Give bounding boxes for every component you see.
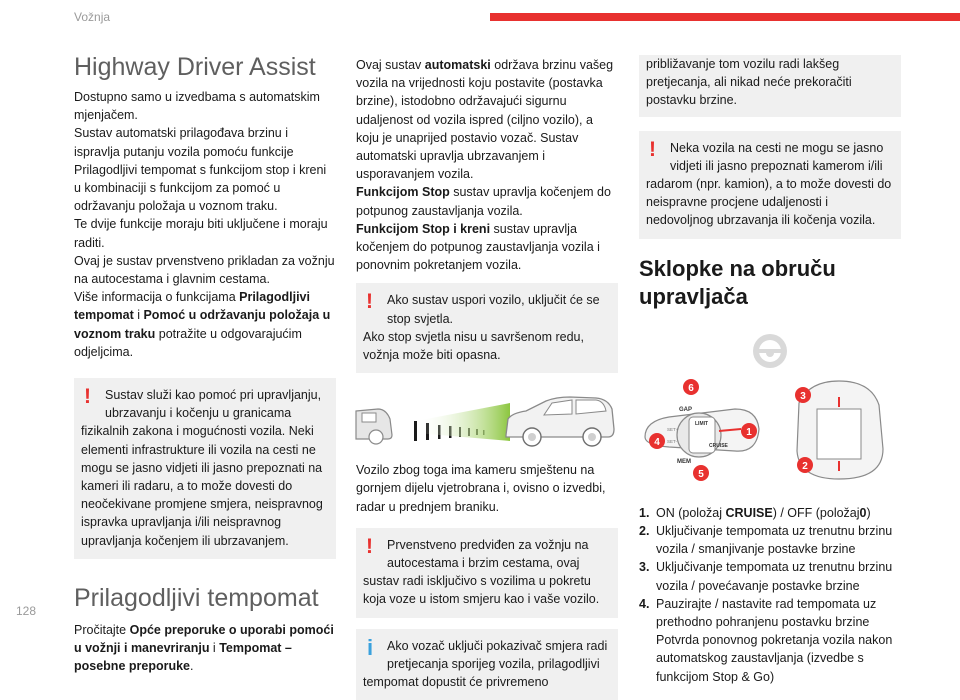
item-number: 4. xyxy=(639,596,650,611)
info-text-first: Ako vozač uključi pokazivač smjera radi pretjecanja sporijeg vozila, prilagodljivi xyxy=(387,638,608,671)
info-text-continued: približavanje tom vozilu radi lakšeg pretjecanja, ali nikad neće prekoračiti postavku brzine. xyxy=(646,57,852,108)
steering-stalk-diagram xyxy=(639,379,901,483)
item-text: Uključivanje tempomata uz trenutnu brzinu vozila / smanjivanje postavke brzine xyxy=(656,524,893,557)
hda-paragraph-5 xyxy=(74,288,336,361)
text-run: Pročitajte xyxy=(74,622,130,637)
warning-text-first: Ako sustav uspori vozilo, uključit će se stop svjetla. xyxy=(387,293,600,326)
warning-box xyxy=(356,283,618,373)
info-box xyxy=(356,629,618,700)
item-text: Uključivanje tempomata uz trenutnu brzinu vozila / povećavanje postavke brzine xyxy=(656,560,893,593)
hda-paragraph-4: Ovaj je sustav prvenstveno prikladan za vožnju na autocestama i glavnim cestama. xyxy=(74,253,335,287)
list-item xyxy=(639,522,901,558)
camera-radar-paragraph: Vozilo zbog toga ima kameru smještenu na gornjem dijelu vjetrobrana i, ovisno o izvedbi, radar u prednjem braniku. xyxy=(356,463,606,514)
list-item xyxy=(639,595,901,686)
text-run: ON (položaj xyxy=(656,505,726,520)
hda-title: Highway Driver Assist xyxy=(74,53,316,81)
callout-number: 5 xyxy=(698,468,704,480)
callout-3 xyxy=(795,387,811,403)
warning-icon: ! xyxy=(649,137,656,161)
header-accent-bar xyxy=(490,13,960,21)
warning-box xyxy=(639,131,901,239)
list-item xyxy=(639,504,901,522)
emphasis: automatski xyxy=(424,58,491,72)
set-plus-label: SET+ xyxy=(667,426,679,432)
text-run: potražite u odgovarajućim odjeljcima. xyxy=(74,326,302,359)
steering-wheel-icon xyxy=(750,331,790,371)
callout-number: 4 xyxy=(654,436,660,448)
warning-text-rest: radarom (npr. kamion), a to može dovesti do neispravne procjene udaljenosti i nedovoljnog ubrzavanja ili kočenja vozila. xyxy=(646,177,892,228)
callout-number: 6 xyxy=(688,382,694,394)
warning-icon: ! xyxy=(366,534,373,558)
link-function-name: Prilagodljivi tempomat xyxy=(74,290,310,323)
warning-box xyxy=(356,528,618,618)
warning-text-first: Neka vozila na cesti ne mogu se jasno vidjeti ili jasno prepoznati kamerom i/ili xyxy=(670,140,884,173)
warning-text-rest: fizikalnih zakona i mogućnosti vozila. Neki elementi infrastrukture ili vozila na cesti ne mogu se jasno vidjeti ili jasno prepoznati na kameri ili radaru, a to može dovesti do neočekivane promjene smjera, neispravnog ispravka upravljanja i/ili neispravnog upravljanja kočenjem ili ubrzavanjem. xyxy=(81,424,323,548)
warning-box xyxy=(74,378,336,559)
limit-label: LIMIT xyxy=(695,420,709,427)
emphasis: 0 xyxy=(859,505,867,520)
info-text-rest: tempomat dopustit će privremeno xyxy=(363,675,549,690)
acc-title: Prilagodljivi tempomat xyxy=(74,583,319,612)
text-run: Ovaj sustav xyxy=(356,58,425,72)
item-text: Pauzirajte / nastavite rad tempomata uz prethodno pohranjenu postavku brzine xyxy=(656,596,877,630)
list-item xyxy=(639,558,901,594)
column-2 xyxy=(356,56,618,700)
info-box-continued xyxy=(639,55,901,117)
link-section-name: Tempomat – posebne preporuke xyxy=(74,641,292,674)
callout-1 xyxy=(741,423,757,439)
acc-paragraph-1 xyxy=(74,621,336,676)
item-text-continued: Potvrda ponovnog pokretanja vozila nakon automatskog zaustavljanja (izvedbe s funkcijom Stop & Go) xyxy=(656,633,893,684)
radar-beam xyxy=(416,403,510,441)
text-run: . xyxy=(190,659,194,674)
text-run: i xyxy=(209,641,220,656)
warning-icon: ! xyxy=(84,385,91,409)
text-run: sustav upravlja kočenjem do potpunog zaustavljanja vozila. xyxy=(356,185,611,218)
stop-go-paragraph xyxy=(356,220,618,275)
link-function-name: Pomoć u održavanju položaja u voznom traku xyxy=(74,308,331,341)
page-number: 128 xyxy=(16,604,37,618)
item-number: 1. xyxy=(639,505,650,520)
switches-title: Sklopke na obruču upravljača xyxy=(639,255,836,309)
set-minus-label: SET- xyxy=(667,438,678,444)
item-number: 3. xyxy=(639,560,650,575)
emphasis: Funkcijom Stop xyxy=(356,185,450,200)
text-run: Više informacija o funkcijama xyxy=(74,290,240,305)
stop-function-paragraph xyxy=(356,183,618,219)
callout-4 xyxy=(649,433,665,449)
warning-text-first: Sustav služi kao pomoć pri upravljanju, ubrzavanju i kočenju u granicama xyxy=(105,388,322,421)
cruise-label: CRUISE xyxy=(709,442,728,449)
mem-label: MEM xyxy=(677,458,691,465)
own-vehicle xyxy=(506,397,614,446)
warning-text-first: Prvenstveno predviđen za vožnju na autocestama i brzim cestama, ovaj xyxy=(387,537,589,571)
text-run: i xyxy=(133,308,144,323)
callout-5 xyxy=(693,465,709,481)
text-run: ) / OFF (položaj xyxy=(772,505,860,520)
callout-2 xyxy=(797,457,813,473)
emphasis: Funkcijom Stop i kreni xyxy=(356,221,491,236)
car-radar-illustration xyxy=(356,389,618,447)
column-3 xyxy=(639,56,901,686)
callout-number: 1 xyxy=(746,426,752,438)
acc-description xyxy=(356,56,618,183)
switch-list xyxy=(639,504,901,686)
column-1 xyxy=(74,52,336,675)
warning-text-rest: sustav radi isključivo s vozilima u pokretu koja voze u istom smjeru kao i vaše vozilo. xyxy=(363,574,600,607)
section-label: Vožnja xyxy=(74,10,111,24)
gap-label: GAP xyxy=(679,406,693,413)
target-vehicle xyxy=(356,409,392,444)
info-icon: i xyxy=(367,634,374,660)
emphasis: CRUISE xyxy=(725,505,773,520)
text-run: ) xyxy=(866,505,871,520)
item-number: 2. xyxy=(639,524,650,539)
hda-paragraph-2: Sustav automatski prilagođava brzinu i ispravlja putanju vozila pomoću funkcije Prilagodljivi tempomat s funkcijom stop i kreni u kombinaciji s funkcijom za pomoć u održavanju položaja u voznom traku. xyxy=(74,126,327,214)
text-run: održava brzinu vašeg vozila na vrijednosti koju postavite (postavka brzine), istodobno održavajući sigurnu udaljenost od vozila ispred (ciljno vozilo), a koju je unaprijed postavio vozač. Sustav automatski upravlja ubrzavanjem i usporavanjem vozila. xyxy=(356,58,614,182)
hda-paragraph-1: Dostupno samo u izvedbama s automatskim mjenjačem. xyxy=(74,90,320,123)
warning-text-rest: Ako stop svjetla nisu u savršenom redu, vožnja može biti opasna. xyxy=(363,329,584,363)
text-run: sustav upravlja kočenjem do potpunog zaustavljanja vozila i ponovnim pokretanjem vozila. xyxy=(356,221,600,273)
link-section-name: Opće preporuke o uporabi pomoći u vožnji i manevriranju xyxy=(74,622,334,656)
callout-number: 2 xyxy=(802,460,808,472)
callout-number: 3 xyxy=(800,390,806,402)
hda-paragraph-3: Te dvije funkcije moraju biti uključene i moraju raditi. xyxy=(74,217,328,250)
warning-icon: ! xyxy=(366,290,373,314)
callout-6 xyxy=(683,379,699,395)
